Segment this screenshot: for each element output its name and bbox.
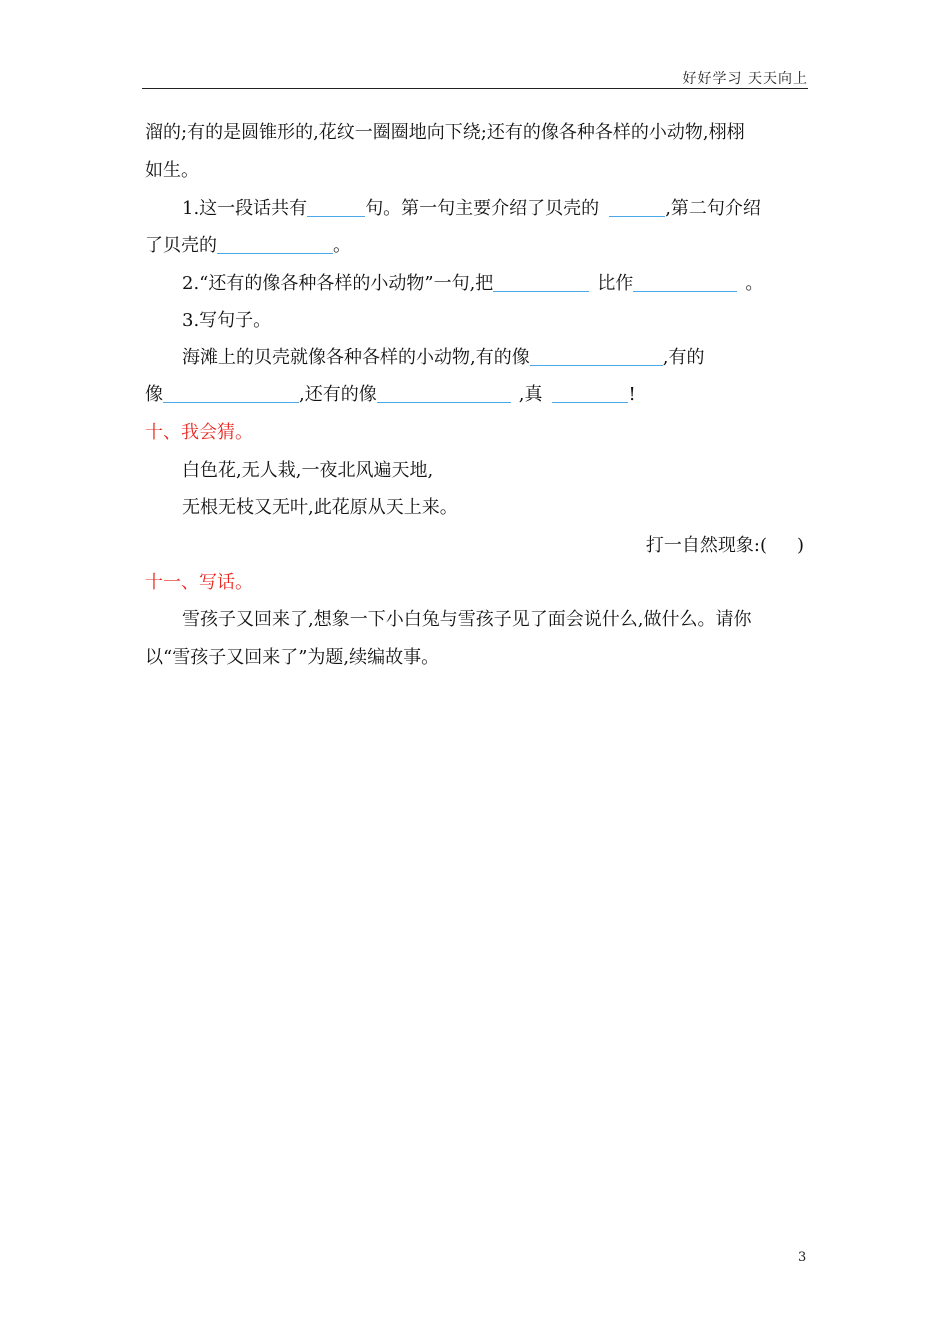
riddle-answer-line [646, 534, 804, 558]
q1-blank-sentence-count[interactable] [307, 198, 365, 217]
riddle-line-2: 无根无枝又无叶,此花原从天上来。 [182, 497, 458, 518]
q3-blank-4[interactable] [552, 384, 628, 403]
question-3-title: 3.写句子。 [182, 310, 272, 331]
q2-text-c: 。 [745, 273, 764, 294]
q3-blank-2[interactable] [163, 384, 299, 403]
section-11-title: 十一、写话。 [145, 572, 253, 593]
q2-blank-compared-to[interactable] [633, 273, 737, 292]
q3-text-e: ,真 [518, 384, 543, 405]
q3-text-a: 海滩上的贝壳就像各种各样的小动物,有的像 [182, 347, 530, 368]
q3-text-b: ,有的 [662, 347, 705, 368]
q1-blank-second-sentence[interactable] [217, 235, 333, 254]
writing-prompt-line-2: 以“雪孩子又回来了”为题,续编故事。 [145, 647, 440, 668]
q3-text-d: ,还有的像 [299, 384, 377, 405]
page-number: 3 [798, 1250, 807, 1265]
section-10-title: 十、我会猜。 [145, 422, 253, 443]
q3-blank-3[interactable] [377, 384, 511, 403]
q2-blank-subject[interactable] [493, 273, 589, 292]
q2-text-a: 2.“还有的像各种各样的小动物”一句,把 [182, 273, 494, 294]
q3-blank-1[interactable] [530, 347, 663, 366]
riddle-line-1: 白色花,无人栽,一夜北风遍天地, [182, 460, 434, 481]
q1-blank-first-sentence[interactable] [609, 198, 665, 217]
question-2 [182, 272, 763, 296]
q1-text-c: ,第二句介绍 [665, 198, 761, 219]
q1-text-a: 1.这一段话共有 [182, 198, 308, 219]
q2-text-b: 比作 [597, 273, 634, 294]
passage-line-1: 溜的;有的是圆锥形的,花纹一圈圈地向下绕;还有的像各种各样的小动物,栩栩 [145, 122, 745, 143]
question-3-line-2 [145, 383, 636, 407]
riddle-answer-close: ) [796, 535, 804, 556]
q1-text-e: 。 [333, 235, 351, 256]
passage-line-2: 如生。 [145, 160, 199, 181]
question-1-line-1 [182, 197, 761, 221]
header-motto: 好好学习 天天向上 [682, 71, 808, 87]
question-3-line-1 [182, 346, 704, 370]
q1-text-d: 了贝壳的 [145, 235, 217, 256]
q1-text-b: 句。第一句主要介绍了贝壳的 [365, 198, 600, 219]
writing-prompt-line-1: 雪孩子又回来了,想象一下小白兔与雪孩子见了面会说什么,做什么。请你 [182, 609, 752, 630]
q3-text-c: 像 [145, 384, 163, 405]
question-1-line-2 [145, 234, 351, 258]
page-header [142, 66, 808, 89]
q3-text-f: ! [628, 384, 636, 405]
riddle-answer-prompt: 打一自然现象:( [645, 535, 767, 556]
